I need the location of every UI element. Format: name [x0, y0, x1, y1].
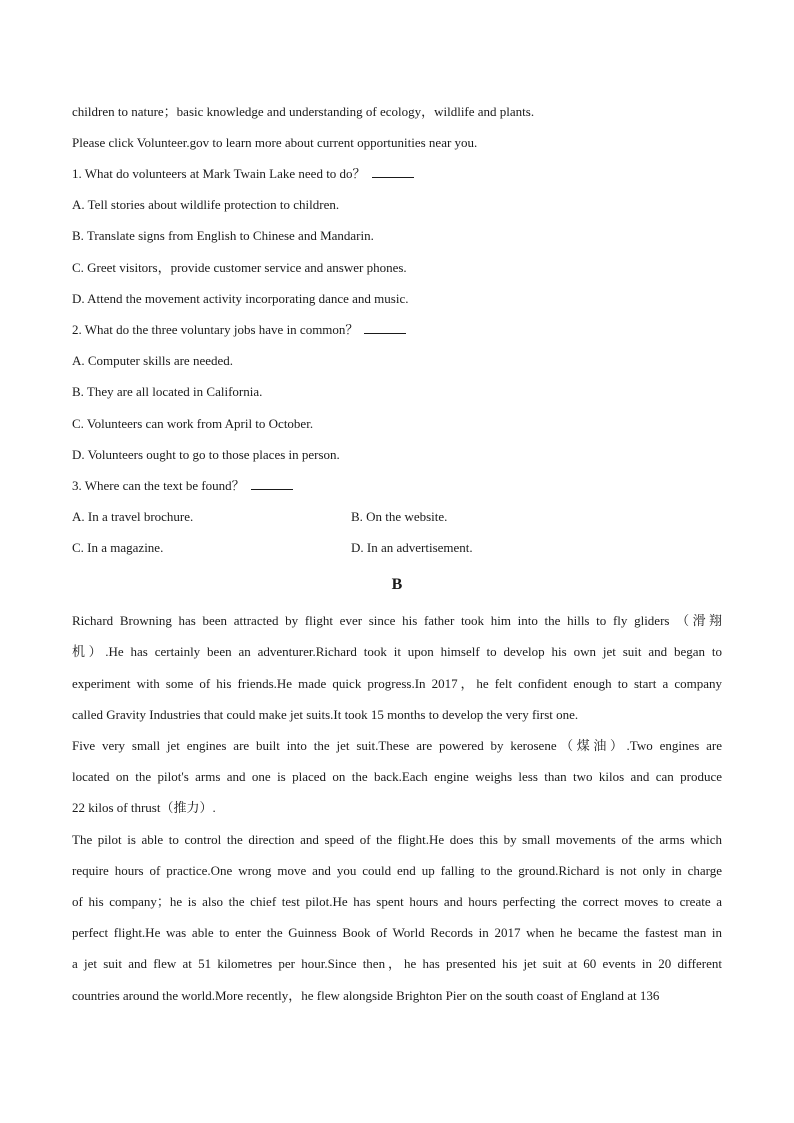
question-1-option-b: B. Translate signs from English to Chinese and Mandarin. — [72, 228, 374, 243]
question-3-option-d: D. In an advertisement. — [351, 540, 473, 555]
passage-b-line-8: The pilot is able to control the direction and speed of the flight.He does this by small movements of the arms which — [72, 832, 722, 847]
passage-b-line-4: called Gravity Industries that could make jet suits.It took 15 months to develop the very first one. — [72, 707, 579, 722]
question-2-option-b: B. They are all located in California. — [72, 384, 263, 399]
passage-a-closing: Please click Volunteer.gov to learn more about current opportunities near you. — [72, 135, 478, 150]
question-3-option-c: C. In a magazine. — [72, 540, 164, 555]
question-1-option-d: D. Attend the movement activity incorporating dance and music. — [72, 291, 409, 306]
answer-blank — [364, 322, 406, 334]
question-2-option-a: A. Computer skills are needed. — [72, 353, 234, 368]
question-stem-text: 2. What do the three voluntary jobs have in common？ — [72, 322, 359, 337]
passage-b-line-5: Five very small jet engines are built into the jet suit.These are powered by kerosene（煤油）.Two engines are — [72, 738, 722, 753]
question-3-stem — [72, 478, 293, 494]
question-1-option-c: C. Greet visitors，provide customer service and answer phones. — [72, 260, 407, 275]
question-stem-text: 3. Where can the text be found？ — [72, 478, 245, 493]
passage-b-line-2: 机）.He has certainly been an adventurer.Richard took it upon himself to develop his own jet suit and began to — [72, 644, 722, 659]
passage-b-line-1: Richard Browning has been attracted by flight ever since his father took him into the hills to fly gliders （滑翔 — [72, 613, 722, 628]
question-stem-text: 1. What do volunteers at Mark Twain Lake need to do？ — [72, 166, 366, 181]
question-2-stem — [72, 322, 406, 338]
passage-b-line-3: experiment with some of his friends.He made quick progress.In 2017，he felt confident enough to start a company — [72, 676, 722, 691]
passage-b-line-12: a jet suit and flew at 51 kilometres per hour.Since then，he has presented his jet suit at 60 events in 20 different — [72, 956, 722, 971]
passage-b-line-7: 22 kilos of thrust（推力）. — [72, 800, 216, 815]
passage-b-line-10: of his company；he is also the chief test pilot.He has spent hours and hours perfecting the correct moves to create a — [72, 894, 722, 909]
answer-blank — [372, 166, 414, 178]
passage-b-line-13: countries around the world.More recently，he flew alongside Brighton Pier on the south coast of England at 136 — [72, 988, 660, 1003]
passage-a-intro-tail: children to nature；basic knowledge and understanding of ecology，wildlife and plants. — [72, 104, 535, 119]
passage-b-line-11: perfect flight.He was able to enter the Guinness Book of World Records in 2017 when he became the fastest man in — [72, 925, 722, 940]
answer-blank — [251, 478, 293, 490]
passage-b-line-9: require hours of practice.One wrong move and you could end up falling to the ground.Richard is not only in charge — [72, 863, 722, 878]
question-2-option-c: C. Volunteers can work from April to October. — [72, 416, 314, 431]
question-3-option-b: B. On the website. — [351, 509, 448, 524]
section-b-heading: B — [391, 576, 403, 593]
question-2-option-d: D. Volunteers ought to go to those places in person. — [72, 447, 340, 462]
question-1-stem — [72, 166, 414, 182]
question-1-option-a: A. Tell stories about wildlife protection to children. — [72, 197, 340, 212]
question-3-option-a: A. In a travel brochure. — [72, 509, 194, 524]
passage-b-line-6: located on the pilot's arms and one is placed on the back.Each engine weighs less than two kilos and can produce — [72, 769, 722, 784]
